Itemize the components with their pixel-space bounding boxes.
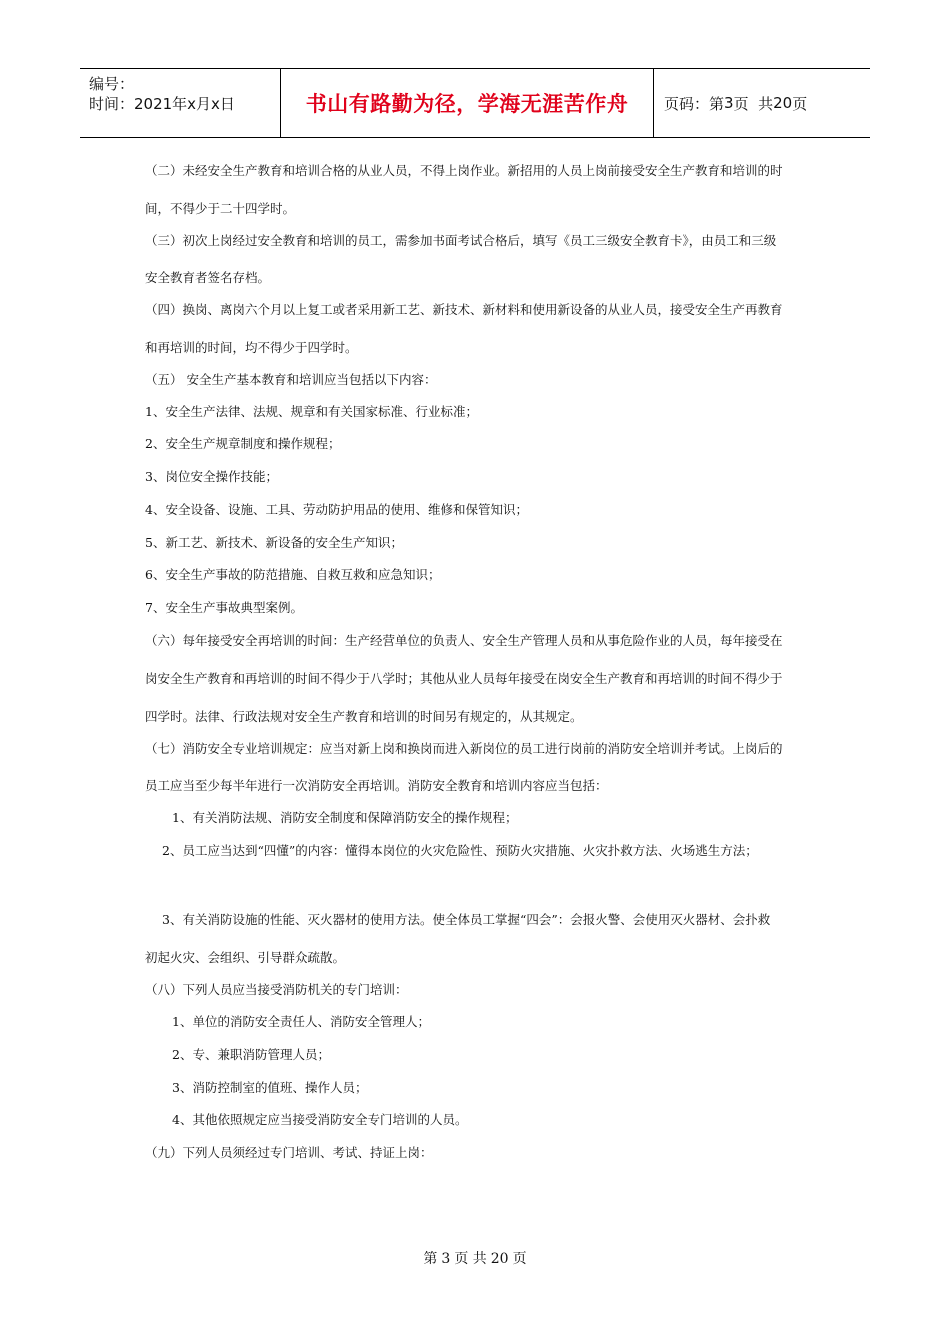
page-header: [80, 68, 870, 138]
footer-page-number: 3: [441, 1251, 451, 1267]
list-item: 6、安全生产事故的防范措施、自救互救和应急知识；: [145, 567, 441, 582]
header-meta: [80, 69, 281, 137]
section-heading: （九）下列人员须经过专门培训、考试、持证上岗：: [145, 1145, 433, 1160]
list-item: 2、专、兼职消防管理人员；: [172, 1047, 330, 1062]
total-page-number: 20: [773, 94, 793, 112]
paragraph-line: （二）未经安全生产教育和培训合格的从业人员，不得上岗作业。新招用的人员上岗前接受安全生产教育和培训的时: [145, 163, 783, 178]
list-item: 3、岗位安全操作技能；: [145, 469, 278, 484]
paragraph-line: 岗安全生产教育和再培训的时间不得少于八学时；其他从业人员每年接受在岗安全生产教育和再培训的时间不得少于: [145, 671, 783, 686]
page-prefix: 页码：第: [664, 94, 725, 113]
list-item: 3、有关消防设施的性能、灭火器材的使用方法。使全体员工掌握“四会”：会报火警、会使用灭火器材、会扑救: [162, 912, 771, 927]
list-item: 2、安全生产规章制度和操作规程；: [145, 436, 341, 451]
section-heading: （五） 安全生产基本教育和培训应当包括以下内容：: [145, 372, 437, 387]
document-date: 时间：2021年x月x日: [89, 95, 235, 113]
paragraph-line: 间，不得少于二十四学时。: [145, 201, 296, 216]
page-mid: 页 共: [733, 94, 774, 113]
paragraph-line: 员工应当至少每半年进行一次消防安全再培训。消防安全教育和培训内容应当包括：: [145, 778, 608, 793]
paragraph-line: 和再培训的时间，均不得少于四学时。: [145, 340, 358, 355]
footer-prefix: 第: [423, 1251, 438, 1267]
footer-suffix: 页: [512, 1251, 527, 1267]
footer-mid: 页 共: [454, 1251, 487, 1267]
list-item: 2、员工应当达到“四懂”的内容：懂得本岗位的火灾危险性、预防火灾措施、火灾扑救方法、火场逃生方法；: [162, 843, 758, 858]
list-item: 1、有关消防法规、消防安全制度和保障消防安全的操作规程；: [172, 810, 518, 825]
document-number-label: 编号：: [89, 75, 135, 93]
page-footer: [0, 1248, 950, 1268]
paragraph-line: 四学时。法律、行政法规对安全生产教育和培训的时间另有规定的，从其规定。: [145, 709, 583, 724]
list-item: 3、消防控制室的值班、操作人员；: [172, 1080, 368, 1095]
list-item: 1、单位的消防安全责任人、消防安全管理人；: [172, 1014, 430, 1029]
paragraph-line: （四）换岗、离岗六个月以上复工或者采用新工艺、新技术、新材料和使用新设备的从业人员，接受安全生产再教育: [145, 302, 783, 317]
paragraph-line: 安全教育者签名存档。: [145, 270, 271, 285]
list-item: 7、安全生产事故典型案例。: [145, 600, 303, 615]
footer-total-pages: 20: [490, 1251, 509, 1267]
paragraph-line: （六）每年接受安全再培训的时间：生产经营单位的负责人、安全生产管理人员和从事危险作业的人员，每年接受在: [145, 633, 783, 648]
list-item: 5、新工艺、新技术、新设备的安全生产知识；: [145, 535, 403, 550]
list-item: 4、其他依照规定应当接受消防安全专门培训的人员。: [172, 1112, 468, 1127]
header-motto: 书山有路勤为径，学海无涯苦作舟: [281, 69, 654, 137]
list-item: 1、安全生产法律、法规、规章和有关国家标准、行业标准；: [145, 404, 478, 419]
paragraph-line: （三）初次上岗经过安全教育和培训的员工，需参加书面考试合格后，填写《员工三级安全教育卡》，由员工和三级: [145, 233, 777, 248]
current-page-number: 3: [724, 94, 734, 112]
list-item: 4、安全设备、设施、工具、劳动防护用品的使用、维修和保管知识；: [145, 502, 528, 517]
paragraph-line: （七）消防安全专业培训规定：应当对新上岗和换岗而进入新岗位的员工进行岗前的消防安全培训并考试。上岗后的: [145, 741, 783, 756]
section-heading: （八）下列人员应当接受消防机关的专门培训：: [145, 982, 408, 997]
page-suffix: 页: [792, 94, 808, 113]
paragraph-line: 初起火灾、会组织、引导群众疏散。: [145, 950, 346, 965]
header-page-indicator: [654, 69, 870, 137]
